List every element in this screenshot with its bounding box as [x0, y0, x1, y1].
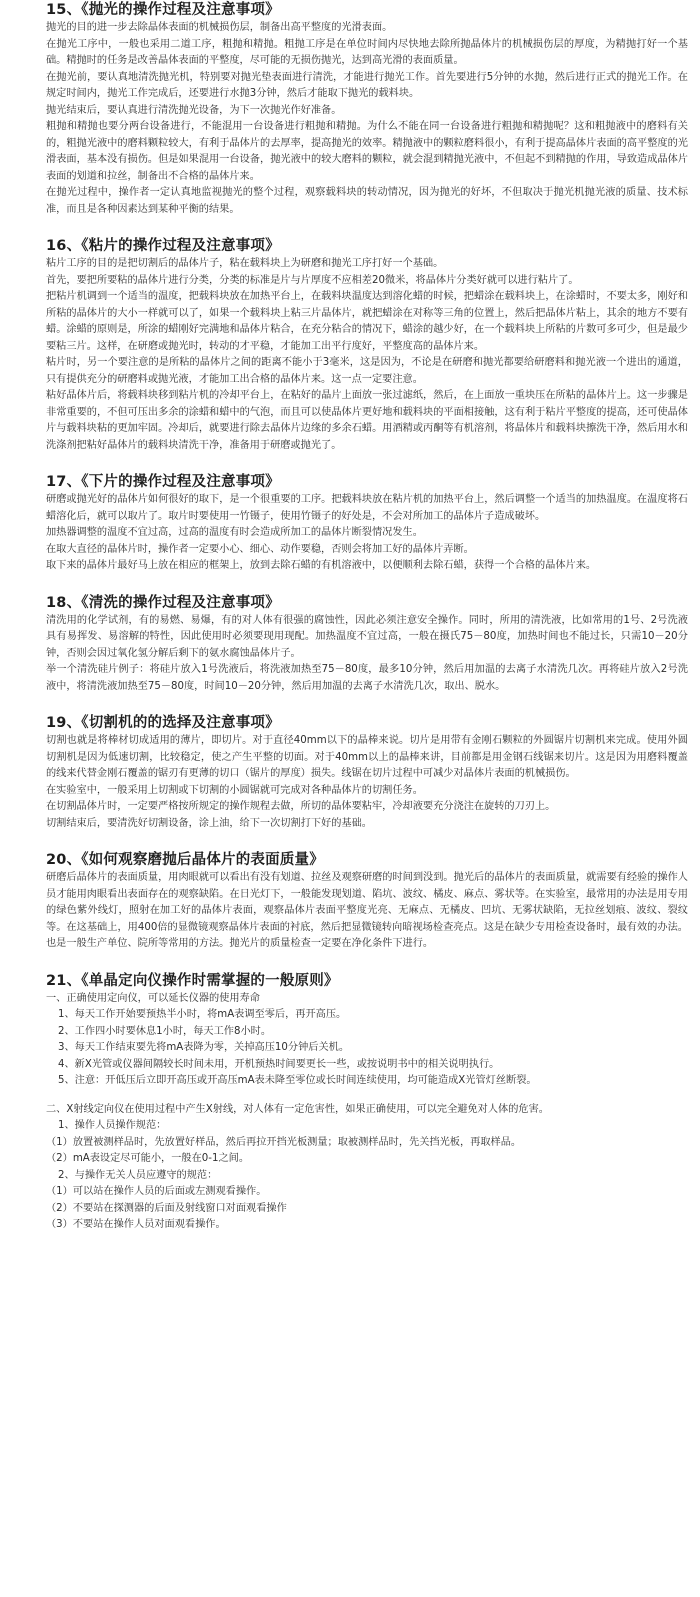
paragraph: 一、正确使用定向仪，可以延长仪器的使用寿命: [46, 992, 260, 1004]
section-body: [46, 991, 688, 1234]
section-16: [46, 236, 688, 454]
paragraph: 在取大直径的晶体片时，操作者一定要小心、细心、动作要稳，否则会将加工好的晶体片弄断。: [46, 543, 474, 555]
paragraph: 研磨后晶体片的表面质量，用肉眼就可以看出有没有划道、拉丝及观察研磨的时间到没到。抛光后的晶体片的表面质量，就需要有经验的操作人员才能用肉眼看出表面存在的观察缺陷。在日光灯下，一般能发现划道、陷坑、波纹、橘皮、麻点、雾状等。在实验室，最常用的办法是用专用的绿色紫外线灯，照射在加工好的晶体片表面，观察晶体片表面平整度光亮、无麻点、无橘皮、凹坑、无雾状缺陷，无拉丝划痕、波纹、裂纹等。在这基础上，用400倍的显微镜观察晶体片表面的衬底，然后把显微镜转向暗视场检查亮点。这是在缺少专用检查设备时，最有效的办法。也是一般生产单位、院所等常用的方法。抛光片的质量检查一定要在净化条件下进行。: [46, 872, 688, 949]
section-15: [46, 0, 688, 218]
section-body: [46, 20, 688, 218]
section-title: 16、《粘片的操作过程及注意事项》: [46, 238, 280, 254]
section-title: 20、《如何观察磨抛后晶体片的表面质量》: [46, 852, 324, 868]
paragraph: 在抛光过程中，操作者一定认真地监视抛光的整个过程，观察载料块的转动情况，因为抛光的好坏，不但取决于抛光机抛光液的质量、技术标准，而且是各种因素达到某种平衡的结果。: [46, 187, 688, 215]
paragraph: 粘片工序的目的是把切割后的晶体片子，粘在载料块上为研磨和抛光工序打好一个基础。: [46, 258, 444, 269]
section-body: [46, 870, 688, 953]
section-19: [46, 713, 688, 832]
section-gap: [46, 832, 688, 850]
section-title: 15、《抛光的操作过程及注意事项》: [46, 2, 280, 18]
paragraph: 首先，要把所要粘的晶体片进行分类，分类的标准是片与片厚度不应相差20微米，将晶体片分类好就可以进行粘片了。: [46, 274, 579, 286]
paragraph: 抛光的目的进一步去除晶体表面的机械损伤层，制备出高平整度的光滑表面。: [46, 22, 393, 33]
section-body: [46, 256, 688, 454]
paragraph: （2）不要站在探测器的后面及射线窗口对面观看操作: [46, 1202, 287, 1214]
paragraph: 抛光结束后，要认真进行清洗抛光设备，为下一次抛光作好准备。: [46, 104, 342, 116]
section-body: [46, 613, 688, 696]
section-gap: [46, 953, 688, 971]
section-title: 18、《清洗的操作过程及注意事项》: [46, 594, 280, 611]
section-gap: [46, 575, 688, 593]
section-body: [46, 492, 688, 575]
section-gap: [46, 218, 688, 236]
section-title: 17、《下片的操作过程及注意事项》: [46, 474, 280, 490]
paragraph: （1）可以站在操作人员的后面或左测观看操作。: [46, 1186, 267, 1197]
paragraph: 清洗用的化学试剂，有的易燃、易爆，有的对人体有很强的腐蚀性，因此必须注意安全操作。同时，所用的清洗液，比如常用的1号、2号洗液具有易挥发、易溶解的特性，因此使用时必须要现用现配。加热温度不宜过高，一般在摄氏75－80度，加热时间也不能过长，只需10－20分钟，否则会因过氧化氢分解后剩下的氨水腐蚀晶体片子。: [46, 614, 688, 659]
section-18: [46, 593, 688, 696]
paragraph: 5、注意：开低压后立即开高压或开高压mA表未降至零位或长时间连续使用，均可能造成X光管灯丝断裂。: [58, 1075, 537, 1086]
paragraph: 1、每天工作开始要预热半小时，将mA表调至零后，再开高压。: [58, 1009, 347, 1020]
paragraph: 4、新X光管或仪器间隔较长时间未用，开机预热时间要更长一些，或按说明书中的相关说明执行。: [58, 1058, 500, 1070]
paragraph: 举一个清洗硅片例子：将硅片放入1号洗液后，将洗液加热至75－80度，最多10分钟，然后用加温的去离子水清洗几次。再将硅片放入2号洗液中，将清洗液加热至75－80度，时间10－20分钟，然后用加温的去离子水清洗几次，取出、脱水。: [46, 664, 688, 692]
section-title: 21、《单晶定向仪操作时需掌握的一般原则》: [46, 972, 339, 989]
section-20: [46, 850, 688, 953]
paragraph: （2）mA表设定尽可能小，一般在0-1之间。: [46, 1153, 250, 1164]
sections-container: [46, 0, 688, 1234]
paragraph: 二、X射线定向仪在使用过程中产生X射线，对人体有一定危害性，如果正确使用，可以完全避免对人体的危害。: [46, 1103, 549, 1115]
paragraph: 粘片时，另一个要注意的是所粘的晶体片之间的距离不能小于3毫米，这是因为，不论是在研磨和抛光都要给研磨料和抛光液一个进出的通道，只有提供充分的研磨料或抛光液，才能加工出合格的晶体片来。这一点一定要注意。: [46, 357, 688, 385]
paragraph: 2、与操作无关人员应遵守的规范：: [58, 1169, 218, 1181]
paragraph: 加热器调整的温度不宜过高，过高的温度有时会造成所加工的晶体片断裂情况发生。: [46, 527, 423, 538]
paragraph: 把粘片机调到一个适当的温度，把载料块放在加热平台上，在载料块温度达到溶化蜡的时候，把蜡涂在载料块上，在涂蜡时，不要太多，刚好和所粘的晶体片的大小一样就可以了，如果一个载料块上粘三片晶体片，就把蜡涂在对称等三角的位置上，然后把晶体片粘上，其余的地方不要有蜡。涂蜡的原则是，所涂的蜡刚好完满地和晶体片粘合，在充分粘合的情况下，蜡涂的越少好，在一个载料块上所粘的片数可多可少，但是最少要粘三片。这样，在研磨或抛光时，转动的才平稳，才能加工出平行度好，平整度高的晶体片来。: [46, 291, 688, 352]
paragraph: [46, 1090, 688, 1102]
paragraph: （1）放置被测样品时，先放置好样品，然后再拉开挡光板测量；取被测样品时，先关挡光板，再取样品。: [46, 1136, 522, 1148]
section-gap: [46, 454, 688, 472]
paragraph: （3）不要站在操作人员对面观看操作。: [46, 1219, 226, 1230]
paragraph: 2、工作四小时要休息1小时，每天工作8小时。: [58, 1025, 272, 1037]
paragraph: 3、每天工作结束要先将mA表降为零，关掉高压10分钟后关机。: [58, 1042, 350, 1053]
section-21: [46, 971, 688, 1234]
section-title: 19、《切割机的的选择及注意事项》: [46, 715, 280, 731]
paragraph: 在抛光工序中，一般也采用二道工序，粗抛和精抛。粗抛工序是在单位时间内尽快地去除所抛晶体片的机械损伤层的厚度，为精抛打好一个基础。精抛时的任务是改善晶体表面的平整度，尽可能的无损伤抛光，达到高光滑的表面质量。: [46, 38, 688, 66]
paragraph: 粘好晶体片后，将载料块移到粘片机的冷却平台上，在粘好的晶片上面放一张过滤纸，然后，在上面放一重块压在所粘的晶体片上。这一步骤是非常重要的，不但可压出多余的涂蜡和蜡中的气泡，而且可以使晶体片更好地和载料块的平面相接触，这有利于粘片平整度的提高，还可使晶体片与载料块粘的更加牢固。冷却后，就要进行除去晶体片边缘的多余石蜡。用酒精或丙酮等有机溶剂，将晶体片和载料块擦洗干净，然后用水和洗涤剂把粘好晶体片的载料块清洗干净，准备用于研磨或抛光了。: [46, 390, 688, 451]
paragraph: 切割结束后，要清洗好切割设备，涂上油，给下一次切割打下好的基础。: [46, 817, 372, 829]
paragraph: 取下来的晶体片最好马上放在相应的框架上，放到去除石蜡的有机溶液中，以便顺利去除石蜡，获得一个合格的晶体片来。: [46, 560, 597, 571]
section-17: [46, 472, 688, 575]
paragraph: 在实验室中，一般采用上切割或下切割的小圆锯就可完成对各种晶体片的切割任务。: [46, 784, 423, 796]
paragraph: 切割也就是将棒材切成适用的薄片，即切片。对于直径40mm以下的晶棒来说。切片是用带有金刚石颗粒的外圆锯片切割机来完成。使用外圆切割机是因为低速切割，比较稳定，使之产生平整的切面。对于40mm以上的晶棒来讲，目前都是用金钢石线锯来切片。这是因为用磨料覆盖的线来代替金刚石覆盖的锯刃有更薄的切口（锯片的厚度）损失。线锯在切片过程中可减少对晶体片表面的机械损伤。: [46, 735, 688, 779]
paragraph: 研磨或抛光好的晶体片如何很好的取下，是一个很重要的工序。把载料块放在粘片机的加热平台上，然后调整一个适当的加热温度。在温度将石蜡溶化后，就可以取片了。取片时要使用一竹镊子，使用竹镊子的好处是，不会对所加工的晶体片子造成破坏。: [46, 494, 688, 522]
section-body: [46, 733, 688, 832]
paragraph: 粗抛和精抛也要分两台设备进行，不能混用一台设备进行粗抛和精抛。为什么不能在同一台设备进行粗抛和精抛呢？这和粗抛液中的磨料有关的，粗抛光液中的磨料颗粒较大，有利于晶体片的去厚率，提高抛光的效率。精抛液中的颗粒磨料很小，有利于提高晶体片表面的高平整度的光滑表面，基本没有损伤。但是如果混用一台设备，抛光液中的较大磨料的颗粒，就会混到精抛光液中，不但起不到精抛的作用，导致造成晶体片表面的划道和拉丝，制备出不合格的晶体片来。: [46, 121, 688, 182]
paragraph: 1、操作人员操作规范：: [58, 1120, 167, 1131]
paragraph: 在抛光前，要认真地清洗抛光机，特别要对抛光垫表面进行清洗，才能进行抛光工作。首先要进行5分钟的水抛，然后进行正式的抛光工作。在规定时间内，抛光工作完成后，还要进行水抛3分钟，然后才能取下抛光的载料块。: [46, 71, 688, 99]
paragraph: 在切割晶体片时，一定要严格按所规定的操作规程去做，所切的晶体要粘牢，冷却液要充分浇注在旋转的刀刃上。: [46, 801, 556, 812]
section-gap: [46, 695, 688, 713]
